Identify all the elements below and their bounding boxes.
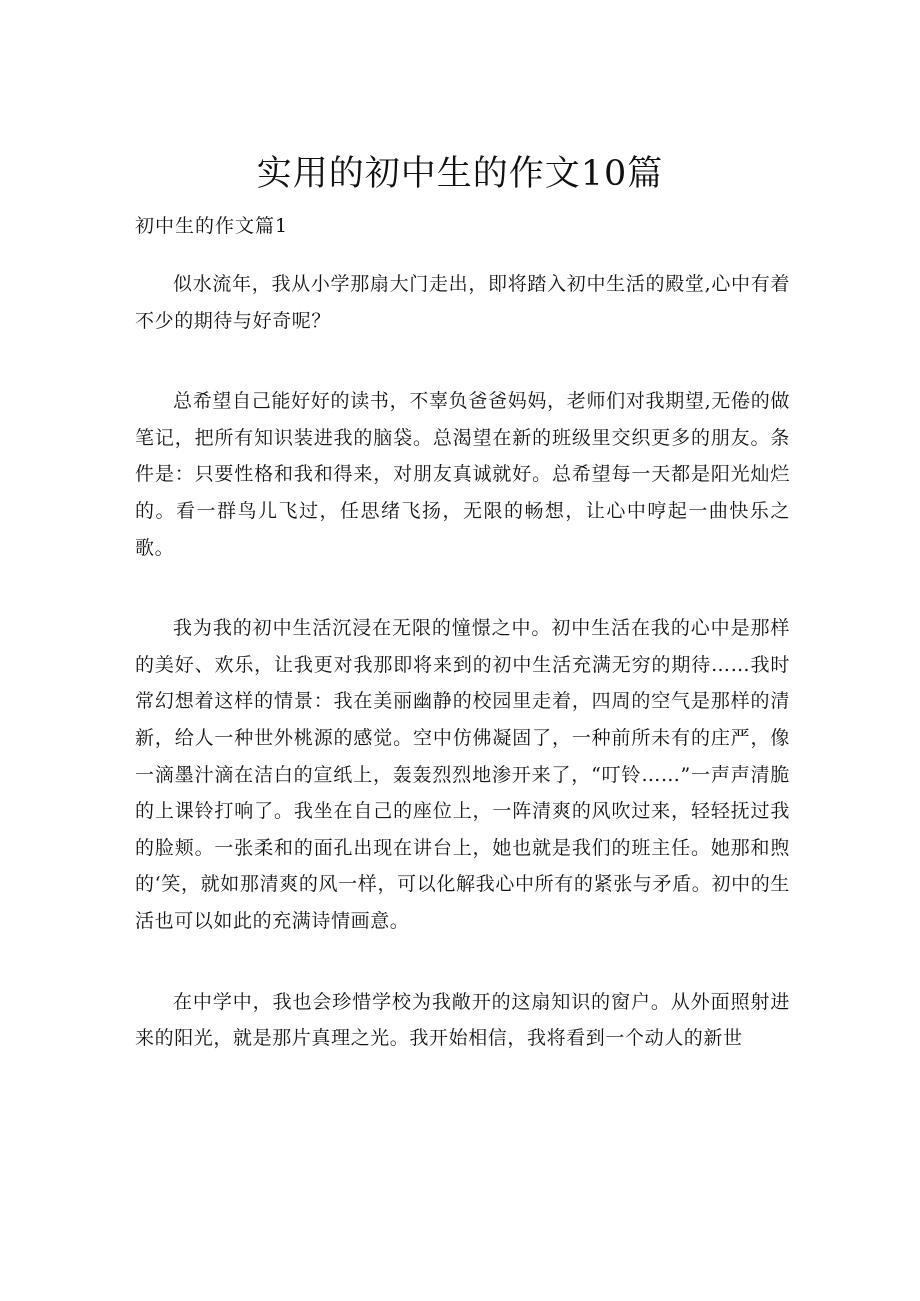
paragraph-4: 在中学中，我也会珍惜学校为我敞开的这扇知识的窗户。从外面照射进来的阳光，就是那片真理之光。我开始相信，我将看到一个动人的新世 [135,990,790,1050]
paragraph-3: 我为我的初中生活沉浸在无限的憧憬之中。初中生活在我的心中是那样的美好、欢乐，让我更对我那即将来到的初中生活充满无穷的期待……我时常幻想着这样的情景：我在美丽幽静的校园里走着，四周的空气是那样的清新，给人一种世外桃源的感觉。空中仿佛凝固了，一种前所未有的庄严，像一滴墨汁滴在洁白的宣纸上，轰轰烈烈地渗开来了，“叮铃……”一声声清脆的上课铃打响了。我坐在自己的座位上，一阵清爽的风吹过来，轻轻抚过我的脸颊。一张柔和的面孔出现在讲台上，她也就是我们的班主任。她那和煦的‘笑，就如那清爽的风一样，可以化解我心中所有的紧张与矛盾。初中的生活也可以如此的充满诗情画意。 [135,617,790,932]
essay-body [135,266,790,1101]
section-heading: 初中生的作文篇1 [135,215,289,237]
paragraph-2: 总希望自己能好好的读书，不辜负爸爸妈妈，老师们对我期望,无倦的做笔记，把所有知识装进我的脑袋。总渴望在新的班级里交织更多的朋友。条件是：只要性格和我和得来，对朋友真诚就好。总希望每一天都是阳光灿烂的。看一群鸟儿飞过，任思绪飞扬，无限的畅想，让心中哼起一曲快乐之歌。 [135,390,790,559]
document-title: 实用的初中生的作文10篇 [256,154,664,194]
paragraph-1: 似水流年，我从小学那扇大门走出，即将踏入初中生活的殿堂,心中有着不少的期待与好奇呢？ [135,273,790,332]
